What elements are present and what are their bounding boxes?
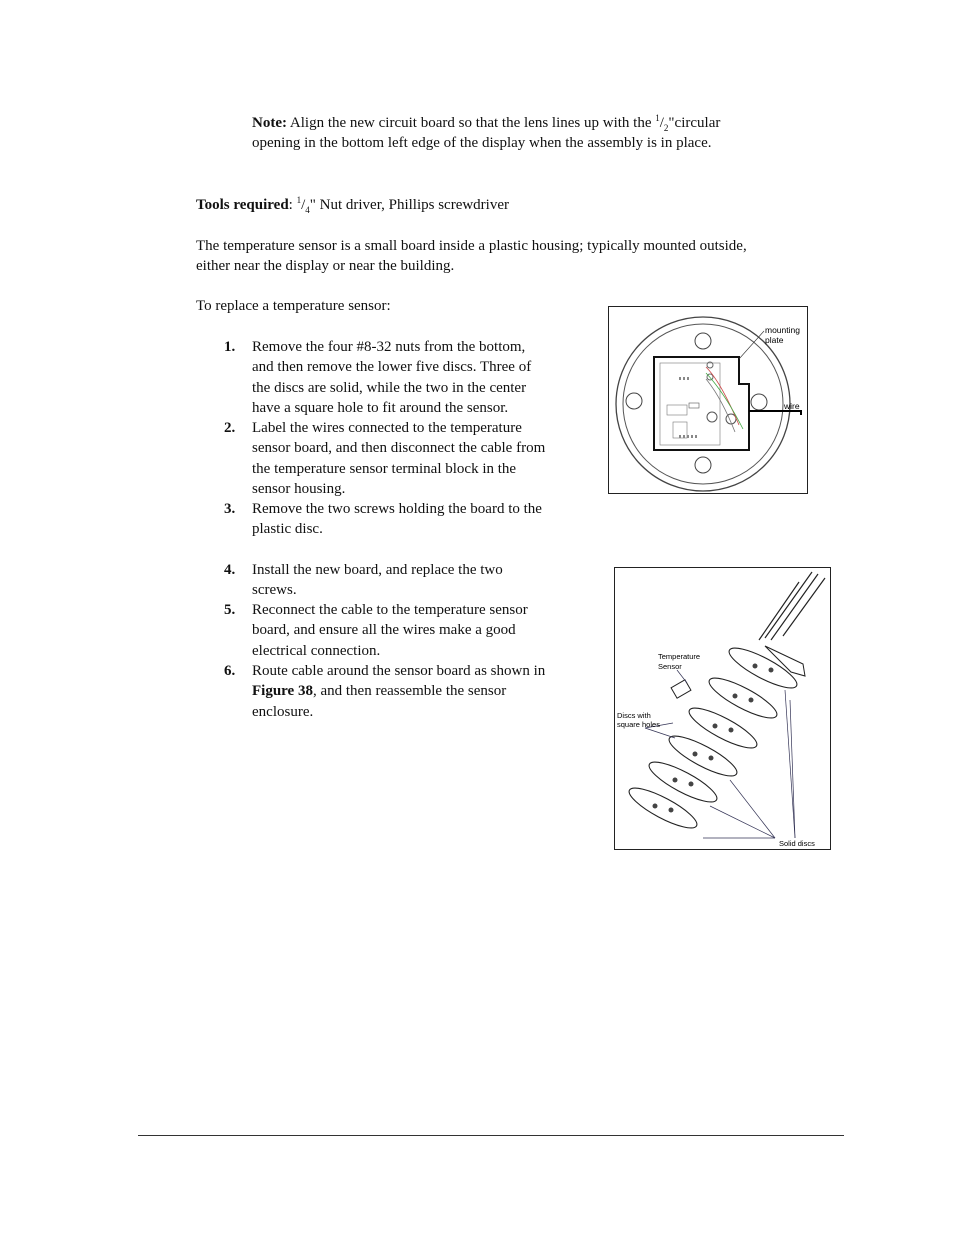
figure-reference[interactable]: Figure 38 [252, 683, 313, 700]
label-wire: wire [784, 401, 800, 411]
label-square-holes: square holes [617, 720, 660, 729]
fraction-half: $^1/_2$ [655, 113, 669, 133]
note-paragraph: Note: Align the new circuit board so that the lens lines up with the $^1/_2"circular$ opening in the bottom left edge of the display when the assembly is in place. [252, 113, 832, 154]
label-sensor: Sensor [658, 662, 682, 671]
label-plate: plate [765, 335, 784, 345]
intro-paragraph: The temperature sensor is a small board inside a plastic housing; typically mounted outside, either near the display or near the building. [196, 238, 747, 275]
lead-text: To replace a temperature sensor: [196, 298, 391, 314]
note-label: Note: [252, 115, 287, 131]
footer-rule [138, 1135, 844, 1136]
note-line2: opening in the bottom left edge of the display when the assembly is in place. [252, 135, 712, 152]
tools-required: Tools required: $^1/_4$" Nut driver, Phillips screwdriver [196, 195, 509, 215]
label-solid-discs: Solid discs [779, 839, 815, 848]
figure-mounting-plate [608, 306, 808, 494]
figure-sensor-enclosure [614, 567, 831, 850]
note-text: Align the new circuit board so that the lens lines up with the [286, 115, 656, 131]
fraction-quarter: $^1/_4$ [296, 195, 310, 215]
label-mounting: mounting [765, 325, 800, 335]
tools-label: Tools required [196, 197, 289, 213]
label-temperature: Temperature [658, 652, 701, 661]
label-discs-with: Discs with [617, 711, 651, 720]
